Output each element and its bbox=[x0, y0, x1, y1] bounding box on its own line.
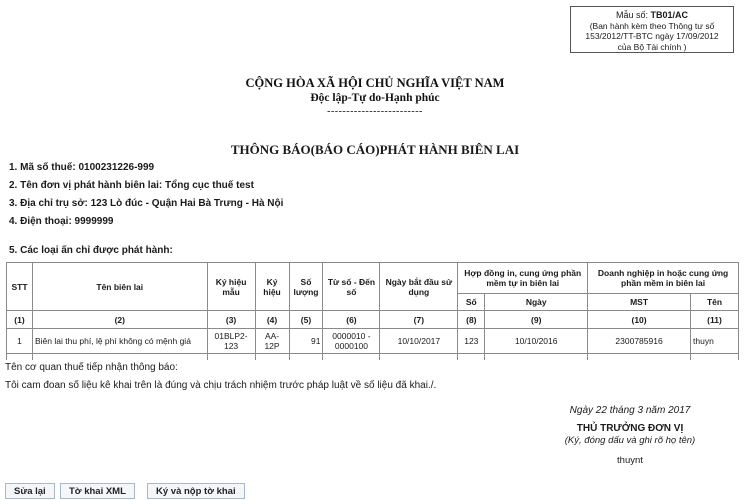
form-code-label: Mẫu số: bbox=[615, 10, 651, 20]
cell-vendor-mst: 2300785916 bbox=[588, 329, 691, 354]
unit-name-line: 2. Tên đơn vị phát hành biên lai: Tổng cục thuế test bbox=[9, 180, 254, 191]
sign-submit-button[interactable]: Ký và nộp tờ khai bbox=[147, 483, 245, 499]
address-line: 3. Địa chỉ trụ sở: 123 Lò đúc - Quận Hai Bà Trưng - Hà Nội bbox=[9, 198, 284, 209]
xml-declaration-button[interactable]: Tờ khai XML bbox=[60, 483, 135, 499]
header-contract-group: Hợp đồng in, cung ứng phần mềm tự in biên lai bbox=[458, 263, 588, 294]
signature-name: thuynt bbox=[617, 455, 643, 466]
cell-symbol: AA-12P bbox=[255, 329, 289, 354]
signature-role: THỦ TRƯỞNG ĐƠN VỊ bbox=[576, 423, 684, 434]
cell-from-to: 0000010 - 0000100 bbox=[323, 329, 380, 354]
col-number: (7) bbox=[380, 311, 458, 329]
tax-code-line: 1. Mã số thuế: 0100231226-999 bbox=[9, 162, 155, 173]
form-code-line3: của Bộ Tài chính ) bbox=[617, 41, 687, 52]
cell-vendor-name: thuyn bbox=[691, 329, 739, 354]
document-title: THÔNG BÁO(BÁO CÁO)PHÁT HÀNH BIÊN LAI bbox=[230, 142, 520, 157]
cell-name: Biên lai thu phí, lệ phí không có mệnh giá bbox=[32, 329, 207, 354]
motto-heading: Độc lập-Tự do-Hạnh phúc bbox=[310, 92, 440, 104]
signature-date: Ngày 22 tháng 3 năm 2017 bbox=[569, 405, 691, 416]
cell-stt: 1 bbox=[7, 329, 33, 354]
country-heading: CỘNG HÒA XÃ HỘI CHỦ NGHĨA VIỆT NAM bbox=[245, 76, 505, 90]
edit-button[interactable]: Sửa lại bbox=[5, 483, 55, 499]
commitment-line: Tôi cam đoan số liệu kê khai trên là đúng và chịu trách nhiệm trước pháp luật về số liệu đã khai./. bbox=[5, 380, 437, 391]
header-vendor-mst: MST bbox=[588, 294, 691, 311]
header-vendor-group: Doanh nghiệp in hoặc cung ứng phần mềm in biên lai bbox=[588, 263, 739, 294]
col-number: (3) bbox=[207, 311, 255, 329]
cell-contract-no: 123 bbox=[458, 329, 485, 354]
header-symbol: Ký hiệu bbox=[255, 263, 289, 311]
section5-heading: 5. Các loại ấn chỉ được phát hành: bbox=[9, 245, 173, 256]
table-row bbox=[7, 329, 739, 354]
header-start-date: Ngày bắt đầu sử dụng bbox=[380, 263, 458, 311]
table-spacer-row bbox=[7, 354, 739, 361]
header-name: Tên biên lai bbox=[32, 263, 207, 311]
form-code-value: TB01/AC bbox=[650, 10, 689, 20]
header-contract-no: Số bbox=[458, 294, 485, 311]
cell-quantity: 91 bbox=[289, 329, 323, 354]
column-number-row bbox=[7, 311, 739, 329]
header-from-to: Từ số - Đến số bbox=[323, 263, 380, 311]
receipt-table bbox=[6, 262, 739, 360]
cell-start-date: 10/10/2017 bbox=[380, 329, 458, 354]
cell-symbol-form: 01BLP2-123 bbox=[207, 329, 255, 354]
header-separator: ------------------------- bbox=[327, 106, 423, 117]
header-quantity: Số lượng bbox=[289, 263, 323, 311]
col-number: (2) bbox=[32, 311, 207, 329]
col-number: (11) bbox=[691, 311, 739, 329]
cell-contract-date: 10/10/2016 bbox=[485, 329, 588, 354]
form-code-line2: 153/2012/TT-BTC ngày 17/09/2012 bbox=[585, 31, 719, 41]
col-number: (5) bbox=[289, 311, 323, 329]
header-symbol-form: Ký hiệu mẫu bbox=[207, 263, 255, 311]
col-number: (9) bbox=[485, 311, 588, 329]
header-stt: STT bbox=[7, 263, 33, 311]
form-code-line1: (Ban hành kèm theo Thông tư số bbox=[589, 20, 715, 31]
header-vendor-name: Tên bbox=[691, 294, 739, 311]
col-number: (10) bbox=[588, 311, 691, 329]
form-code-box bbox=[570, 6, 734, 53]
col-number: (4) bbox=[255, 311, 289, 329]
phone-line: 4. Điện thoại: 9999999 bbox=[9, 216, 114, 227]
col-number: (1) bbox=[7, 311, 33, 329]
receiver-line: Tên cơ quan thuế tiếp nhận thông báo: bbox=[5, 362, 178, 373]
col-number: (8) bbox=[458, 311, 485, 329]
signature-note: (Ký, đóng dấu và ghi rõ họ tên) bbox=[564, 435, 696, 446]
col-number: (6) bbox=[323, 311, 380, 329]
header-contract-date: Ngày bbox=[485, 294, 588, 311]
